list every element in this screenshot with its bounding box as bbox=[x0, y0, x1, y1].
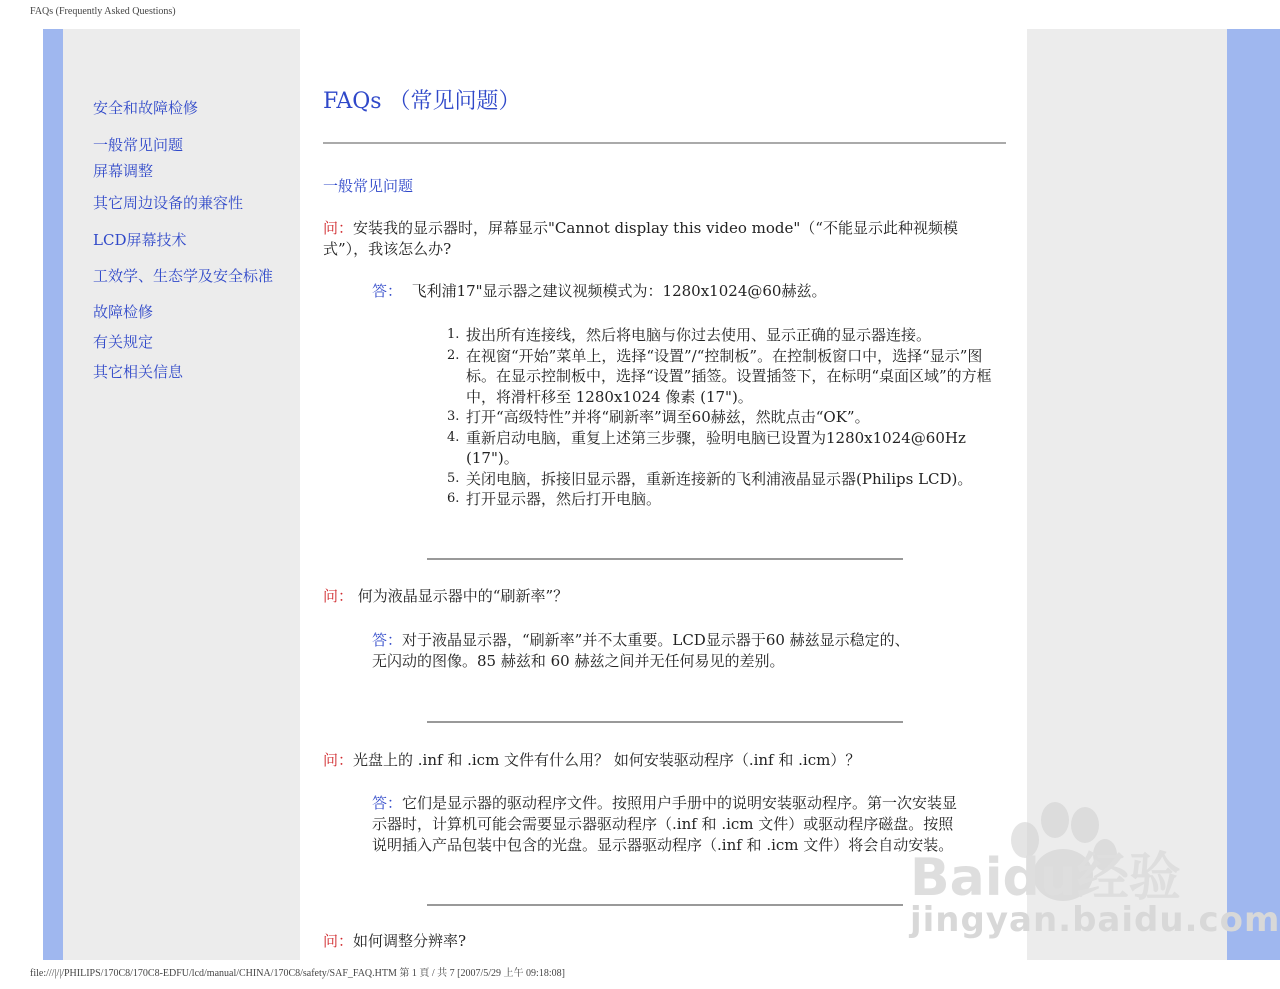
steps-list bbox=[447, 325, 1006, 510]
left-blue-band bbox=[43, 29, 63, 960]
sidebar-item-ergonomics[interactable]: 工效学、生态学及安全标准 bbox=[93, 267, 274, 285]
sidebar-item-troubleshooting[interactable]: 故障检修 bbox=[93, 303, 154, 321]
answer-text: 它们是显示器的驱动程序文件。按照用户手册中的说明安装驱动程序。第一次安装显示器时，计算机可能会需要显示器驱动程序（.inf 和 .icm 文件）或驱动程序磁盘。按照说明插入产品包装中包含的光盘。显示器驱动程序（.inf 和 .icm 文件）将会自动安装。 bbox=[372, 794, 958, 854]
answer-text-line-1: 对于液晶显示器，“刷新率”并不太重要。LCD显示器于60 赫兹显示稳定的、 bbox=[402, 631, 910, 649]
faq-answer-1 bbox=[372, 281, 992, 302]
question-label: 问： bbox=[323, 587, 354, 605]
print-footer: file:///|/|/PHILIPS/170C8/170C8-EDFU/lcd/manual/CHINA/170C8/safety/SAF_FAQ.HTM 第 1 頁 / 共 7 [2007/5/29 上午 09:18:08] bbox=[30, 968, 565, 979]
question-text: 何为液晶显示器中的“刷新率”？ bbox=[353, 587, 569, 605]
faq-answer-3 bbox=[372, 793, 960, 856]
question-text: 光盘上的 .inf 和 .icm 文件有什么用？ 如何安装驱动程序（.inf 和 .icm）？ bbox=[353, 751, 861, 769]
answer-label: 答： bbox=[372, 631, 403, 649]
watermark-url: jingyan.baidu.com bbox=[910, 900, 1280, 940]
answer-label: 答： bbox=[372, 794, 403, 812]
question-label: 问： bbox=[323, 932, 354, 950]
section-heading: 一般常见问题 bbox=[323, 177, 414, 195]
list-item: 5. 关闭电脑，拆接旧显示器，重新连接新的飞利浦液晶显示器(Philips LCD)。 bbox=[447, 469, 973, 488]
list-item: 1. 拔出所有连接线，然后将电脑与你过去使用、显示正确的显示器连接。 bbox=[447, 326, 932, 344]
print-header: FAQs (Frequently Asked Questions) bbox=[30, 6, 176, 17]
list-item: 4. 重新启动电脑，重复上述第三步骤，验明电脑已设置为1280x1024@60Hz (17")。 bbox=[447, 428, 966, 467]
question-label: 问： bbox=[323, 751, 354, 769]
faq-question-1 bbox=[323, 218, 1003, 260]
faq-question-4 bbox=[323, 931, 1003, 952]
faq-question-3 bbox=[323, 750, 1003, 771]
sidebar-item-screen-adjust[interactable]: 屏幕调整 bbox=[93, 162, 154, 180]
list-item: 3. 打开“高级特性”并将“刷新率”调至60赫兹，然眈点击“OK”。 bbox=[447, 408, 870, 426]
sidebar-item-safety[interactable]: 安全和故障检修 bbox=[93, 99, 199, 117]
sidebar-item-regulatory[interactable]: 有关规定 bbox=[93, 333, 154, 351]
page-title: FAQs （常见问题） bbox=[323, 89, 521, 114]
question-label: 问： bbox=[323, 219, 354, 237]
faq-question-2 bbox=[323, 586, 1003, 607]
title-divider bbox=[323, 142, 1006, 144]
list-item: 6. 打开显示器，然后打开电脑。 bbox=[447, 490, 662, 508]
right-blue-band bbox=[1227, 29, 1280, 960]
answer-label: 答： bbox=[372, 282, 403, 300]
faq-divider bbox=[427, 558, 903, 560]
answer-text: 飞利浦17"显示器之建议视频模式为：1280x1024@60赫兹。 bbox=[411, 282, 827, 300]
faq-divider bbox=[427, 721, 903, 723]
answer-text-line-2: 无闪动的图像。85 赫兹和 60 赫兹之间并无任何易见的差别。 bbox=[372, 652, 785, 670]
watermark-brand: Baidu经验 bbox=[910, 848, 1181, 908]
faq-divider bbox=[427, 904, 903, 906]
question-text: 如何调整分辨率? bbox=[353, 932, 467, 950]
sidebar-item-lcd-tech[interactable]: LCD屏幕技术 bbox=[93, 231, 187, 249]
sidebar-item-general-faq[interactable]: 一般常见问题 bbox=[93, 136, 184, 154]
sidebar-item-compatibility[interactable]: 其它周边设备的兼容性 bbox=[93, 194, 244, 212]
list-item: 2. 在视窗“开始”菜单上，选择“设置”/“控制板”。在控制板窗口中，选择“显示”图标。在显示控制板中，选择“设置”插签。设置插签下，在标明“桌面区域”的方框中，将滑杆移至 1280x1024 像素 (17")。 bbox=[447, 346, 992, 406]
faq-answer-2 bbox=[372, 630, 962, 672]
sidebar-item-other-info[interactable]: 其它相关信息 bbox=[93, 363, 184, 381]
question-text: 安装我的显示器时，屏幕显示"Cannot display this video mode"（“不能显示此种视频模式”），我该怎么办? bbox=[323, 219, 958, 258]
